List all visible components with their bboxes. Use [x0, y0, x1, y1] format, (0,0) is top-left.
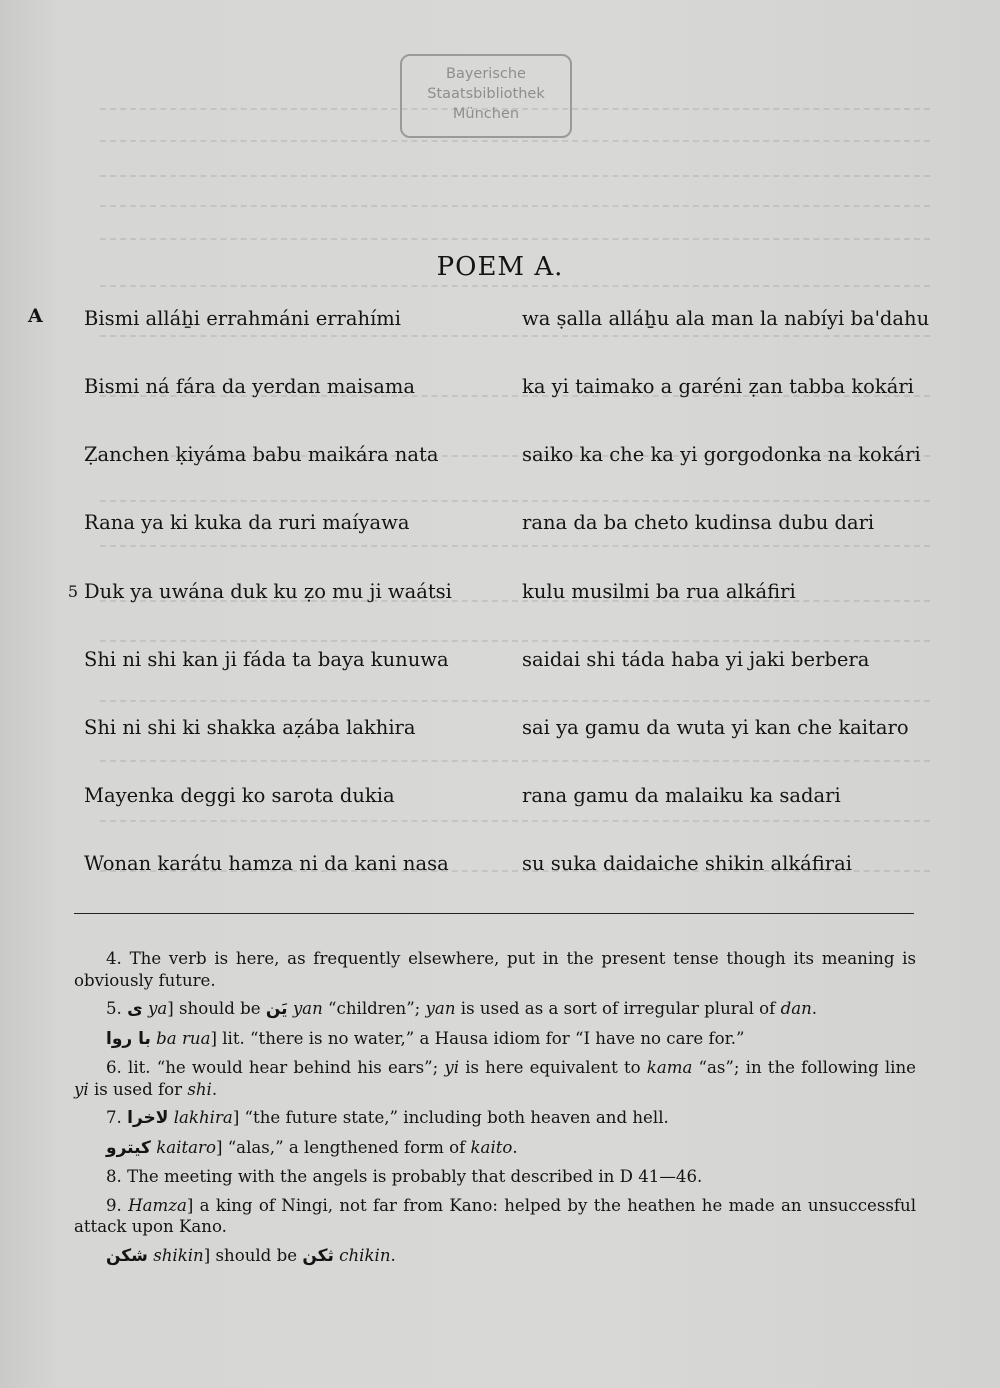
second-hemistich: saidai shi táda haba yi jaki berbera — [522, 648, 870, 671]
first-hemistich: Bismi ná fára da yerdan maisama — [84, 375, 416, 398]
section-marker: A — [28, 305, 43, 327]
footnote-9-continued: شكن shikin] should be ثكن chikin. — [106, 1245, 396, 1266]
poem-line — [0, 784, 1000, 814]
footnote-7: 7. لاخرا lakhira] “the future state,” including both heaven and hell. — [106, 1108, 669, 1128]
second-hemistich: rana gamu da malaiku ka sadari — [522, 784, 841, 807]
second-hemistich: wa ṣalla alláẖu ala man la nabíyi ba'dahu — [522, 307, 930, 330]
footnote-4: 4. The verb is here, as frequently elsewhere, put in the present tense though its meaning is obviously future. — [74, 949, 916, 990]
second-hemistich: saiko ka che ka yi gorgodonka na kokári — [522, 443, 921, 466]
poem-line — [0, 648, 1000, 678]
footnote-6: 6. lit. “he would hear behind his ears”; yi is here equivalent to kama “as”; in the following line yi is used for shi. — [74, 1058, 916, 1099]
first-hemistich: Mayenka deggi ko sarota dukia — [84, 784, 395, 807]
second-hemistich: rana da ba cheto kudinsa dubu dari — [522, 511, 875, 534]
poem-line — [0, 580, 1000, 610]
line-number: 5 — [67, 582, 78, 601]
first-hemistich: Ẓanchen ḳiyáma babu maikára nata — [84, 443, 439, 466]
footnote-8: 8. The meeting with the angels is probably that described in D 41—46. — [106, 1167, 703, 1186]
second-hemistich: kulu musilmi ba rua alkáfiri — [522, 580, 796, 603]
poem-line — [0, 375, 1000, 405]
first-hemistich: Duk ya uwána duk ku ẓo mu ji waátsi — [84, 580, 452, 603]
footnote-9: 9. Hamza] a king of Ningi, not far from Kano: helped by the heathen he made an unsuccessful attack upon Kano. — [74, 1195, 916, 1236]
first-hemistich: Wonan karátu hamza ni da kani nasa — [84, 852, 449, 875]
poem-title: POEM A. — [436, 252, 564, 282]
poem-line — [0, 852, 1000, 882]
poem-line — [0, 511, 1000, 541]
footnotes — [74, 948, 916, 1274]
poem-line — [0, 443, 1000, 473]
first-hemistich: Rana ya ki kuka da ruri maíyawa — [84, 511, 410, 534]
first-hemistich: Shi ni shi kan ji fáda ta baya kunuwa — [84, 648, 449, 671]
poem-line — [0, 716, 1000, 746]
first-hemistich: Bismi alláẖi errahmáni errahími — [84, 307, 402, 330]
second-hemistich: sai ya gamu da wuta yi kan che kaitaro — [522, 716, 909, 739]
footnote-5-continued: با روا ba rua] lit. “there is no water,” a Hausa idiom for “I have no care for.” — [106, 1028, 745, 1049]
second-hemistich: su suka daidaiche shikin alkáfirai — [522, 852, 852, 875]
footnote-5: 5. ى ya] should be يَن yan “children”; yan is used as a sort of irregular plural of dan. — [106, 999, 818, 1019]
poem-line — [0, 307, 1000, 337]
footnote-divider — [74, 913, 914, 914]
library-stamp: Bayerische Staatsbibliothek München — [400, 54, 572, 138]
second-hemistich: ka yi taimako a garéni ẓan tabba kokári — [522, 375, 914, 398]
footnote-7-continued: كيترو kaitaro] “alas,” a lengthened form of kaito. — [106, 1137, 518, 1158]
first-hemistich: Shi ni shi ki shakka aẓába lakhira — [84, 716, 416, 739]
